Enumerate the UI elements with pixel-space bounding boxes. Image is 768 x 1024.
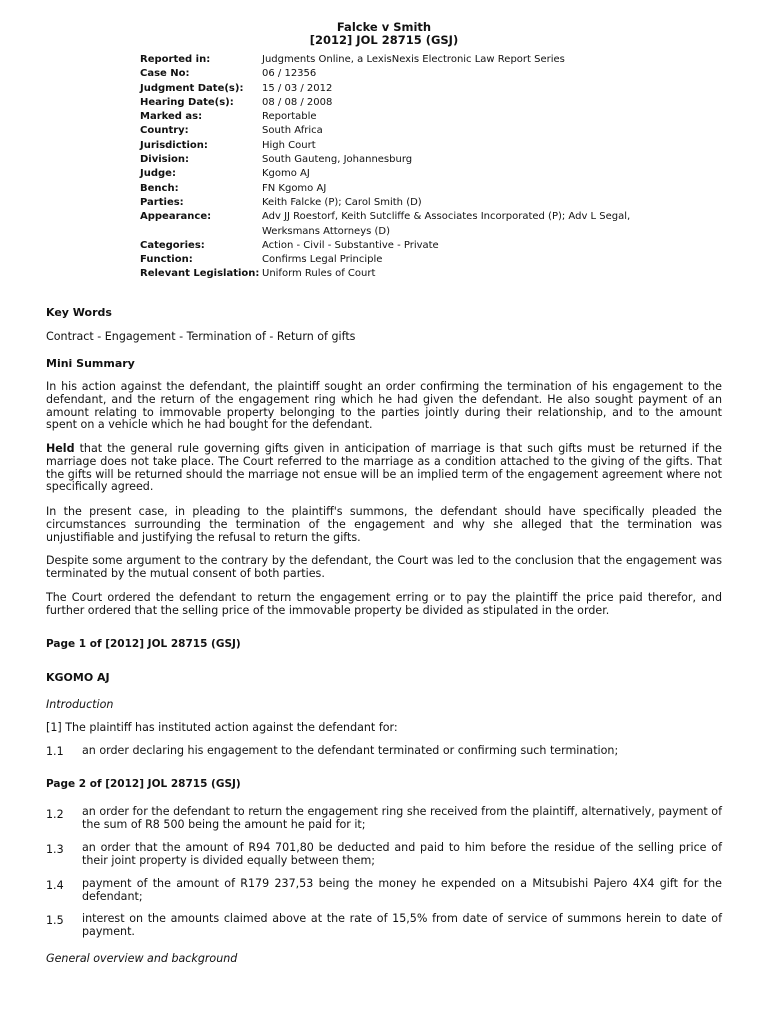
- paragraph-1: [1] The plaintiff has instituted action against the defendant for:: [46, 721, 398, 734]
- metadata-label: Function:: [140, 254, 193, 266]
- metadata-label: Jurisdiction:: [140, 139, 208, 151]
- case-citation: [2012] JOL 28715 (GSJ): [309, 33, 459, 47]
- metadata-row: [140, 67, 640, 81]
- item-text: an order that the amount of R94 701,80 be deducted and paid to him before the residue of the selling price of their joint property is divided equally between them;: [82, 841, 722, 867]
- metadata-row: [140, 53, 640, 67]
- metadata-value: FN Kgomo AJ: [262, 182, 327, 194]
- key-words-heading: Key Words: [46, 306, 112, 319]
- metadata-row: [140, 239, 640, 253]
- metadata-value: Keith Falcke (P); Carol Smith (D): [262, 196, 422, 208]
- metadata-row: [140, 267, 640, 281]
- metadata-label: Parties:: [140, 196, 184, 208]
- metadata-value: 06 / 12356: [262, 68, 317, 80]
- metadata-value: Reportable: [262, 111, 317, 123]
- summary-paragraph: Despite some argument to the contrary by the defendant, the Court was led to the conclusion that the engagement was terminated by the mutual consent of both parties.: [46, 554, 722, 580]
- metadata-value: Adv JJ Roestorf, Keith Sutcliffe & Associates Incorporated (P); Adv L Segal, Werksmans Attorneys (D): [262, 211, 631, 237]
- item-text: an order declaring his engagement to the defendant terminated or confirming such termination;: [82, 744, 619, 757]
- metadata-row: [140, 210, 640, 239]
- metadata-row: [140, 124, 640, 138]
- metadata-label: Categories:: [140, 239, 205, 251]
- metadata-value: South Africa: [262, 125, 323, 137]
- metadata-row: [140, 253, 640, 267]
- summary-paragraph: In his action against the defendant, the plaintiff sought an order confirming the termination of his engagement to the defendant, and the return of the engagement ring which he had given the defendant. He also sought payment of an amount relating to immovable property belonging to the parties jointly during their relationship, and to the amount spent on a vehicle which he had bought for the defendant.: [46, 380, 722, 432]
- metadata-label: Bench:: [140, 182, 179, 194]
- metadata-value: Kgomo AJ: [262, 168, 310, 180]
- metadata-value: Uniform Rules of Court: [262, 268, 376, 280]
- metadata-row: [140, 167, 640, 181]
- summary-paragraph: The Court ordered the defendant to return the engagement erring or to pay the plaintiff the price paid therefor, and further ordered that the selling price of the immovable property be divided as stipulated in the order.: [46, 591, 722, 617]
- case-title: Falcke v Smith: [336, 20, 432, 34]
- metadata-value: 08 / 08 / 2008: [262, 96, 333, 108]
- item-text: payment of the amount of R179 237,53 being the money he expended on a Mitsubishi Pajero 4X4 gift for the defendant;: [82, 877, 722, 903]
- item-number: 1.2: [46, 808, 64, 821]
- metadata-value: 15 / 03 / 2012: [262, 82, 333, 94]
- metadata-label: Relevant Legislation:: [140, 268, 260, 280]
- metadata-label: Case No:: [140, 68, 190, 80]
- item-number: 1.3: [46, 843, 64, 856]
- item-number: 1.5: [46, 914, 64, 927]
- page-marker: Page 2 of [2012] JOL 28715 (GSJ): [46, 778, 241, 790]
- metadata-value: Judgments Online, a LexisNexis Electronic Law Report Series: [262, 54, 565, 65]
- metadata-row: [140, 182, 640, 196]
- metadata-row: [140, 96, 640, 110]
- metadata-row: [140, 196, 640, 210]
- metadata-label: Judgment Date(s):: [140, 82, 244, 94]
- item-text: interest on the amounts claimed above at the rate of 15,5% from date of service of summons herein to date of payment.: [82, 912, 722, 938]
- metadata-value: Confirms Legal Principle: [262, 254, 383, 266]
- introduction-heading: Introduction: [46, 698, 114, 711]
- metadata-label: Judge:: [140, 168, 176, 180]
- metadata-value: Action - Civil - Substantive - Private: [262, 239, 439, 251]
- metadata-row: [140, 110, 640, 124]
- item-number: 1.4: [46, 879, 64, 892]
- metadata-label: Country:: [140, 125, 189, 137]
- summary-paragraph: In the present case, in pleading to the plaintiff's summons, the defendant should have specifically pleaded the circumstances surrounding the termination of the engagement and why she alleged that the termination was unjustifiable and justifying the refusal to return the gifts.: [46, 505, 722, 544]
- case-metadata-table: [140, 53, 640, 282]
- metadata-label: Reported in:: [140, 54, 211, 65]
- held-label: Held: [46, 442, 75, 455]
- metadata-row: [140, 139, 640, 153]
- held-text: that the general rule governing gifts given in anticipation of marriage is that such gifts must be returned if the marriage does not take place. The Court referred to the marriage as a condition attached to the giving of the gifts. That the gifts will be returned should the marriage not ensue will be an implied term of the engagement agreement where not specifically agreed.: [46, 442, 722, 494]
- metadata-value: South Gauteng, Johannesburg: [262, 154, 413, 166]
- key-words-text: Contract - Engagement - Termination of - Return of gifts: [46, 330, 356, 343]
- metadata-label: Division:: [140, 154, 190, 166]
- metadata-label: Appearance:: [140, 211, 212, 223]
- item-text: an order for the defendant to return the engagement ring she received from the plaintiff, alternatively, payment of the sum of R8 500 being the amount he paid for it;: [82, 805, 722, 831]
- item-number: 1.1: [46, 745, 64, 758]
- page-marker: Page 1 of [2012] JOL 28715 (GSJ): [46, 638, 241, 650]
- metadata-row: [140, 153, 640, 167]
- general-overview-heading: General overview and background: [46, 952, 238, 965]
- summary-held-paragraph: [46, 443, 722, 494]
- metadata-label: Hearing Date(s):: [140, 96, 234, 108]
- metadata-row: [140, 82, 640, 96]
- mini-summary-heading: Mini Summary: [46, 357, 135, 370]
- judge-heading: KGOMO AJ: [46, 671, 110, 684]
- metadata-label: Marked as:: [140, 111, 203, 123]
- metadata-value: High Court: [262, 139, 316, 151]
